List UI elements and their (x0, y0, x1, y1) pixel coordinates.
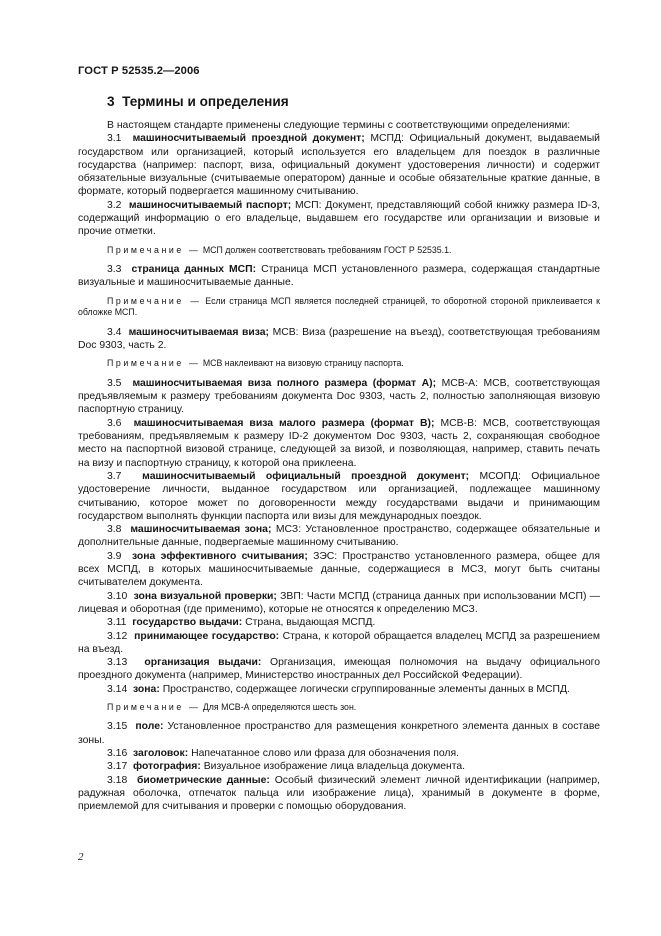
term-paragraph-3-4 (78, 326, 600, 353)
section-title-text: Термины и определения (122, 94, 289, 109)
page-number: 2 (78, 851, 84, 863)
term-number: 3.18 (107, 774, 128, 786)
term-definition: МСЗ: Установленное пространство, содержащее обязательные и дополнительные данные, подвергаемые машинному считыванию. (78, 524, 601, 549)
term-number: 3.5 (107, 377, 122, 389)
term-definition: МСОПД: Официальное удостоверение личности, выданное государством или организацией, подлежащее машинному считыванию, которое может по договоренности между государствами выдачи и принимающим государством выполнять функции паспорта или визы для международных поездок. (78, 470, 600, 522)
term-name: биометрические данные: (136, 774, 270, 786)
term-number: 3.1 (107, 133, 122, 145)
section-number: 3 (107, 94, 115, 109)
term-name: машиносчитываемый официальный проездной документ; (142, 470, 470, 482)
term-number: 3.3 (107, 264, 122, 276)
note-3-3 (78, 296, 600, 319)
term-definition: Страна, выдающая МСПД. (245, 617, 376, 629)
term-name: зона эффективного считывания; (132, 550, 308, 562)
note-label: Примечание — (107, 295, 202, 306)
term-definition: Установленное пространство для размещения конкретного элемента данных в составе зоны. (78, 721, 601, 746)
term-number: 3.8 (107, 524, 122, 536)
term-name: машиносчитываемый проездной документ; (132, 133, 365, 145)
term-paragraph-3-16 (78, 747, 600, 760)
term-name: машиносчитываемая виза; (128, 326, 269, 338)
note-label: Примечание — (107, 701, 201, 712)
term-definition: МСВ-А: МСВ, соответствующая предъявляемым к размеру требованиям документа Doc 9303, часть 2, полностью заполняющая визовую паспортную страницу. (78, 377, 601, 416)
term-number: 3.17 (107, 761, 128, 773)
term-name: зона: (133, 683, 160, 695)
term-paragraph-3-3 (78, 263, 600, 290)
term-paragraph-3-17 (78, 760, 600, 773)
term-name: машиносчитываемая виза полного размера (формат А); (132, 377, 437, 389)
term-definition: МСВ-В: МСВ, соответствующая требованиям, предъявляемым к размеру ID-2 документом Doc 9303, часть 2, сохраняющая свободное место на паспортной визовой странице, следующей за визой, и позволяющая, например, ставить печать на визу и паспортную страницу, к которой она приклеена. (78, 417, 601, 469)
note-3-4 (78, 358, 600, 370)
term-name: машиносчитываемая виза малого размера (формат В); (133, 417, 435, 429)
term-definition: МСПД: Официальный документ, выдаваемый государством или организацией, который используется его владельцем для поездок в различные государства (например: паспорт, виза, официальный документ удостоверения личности) и содержит обязательные визуальные (считываемые оператором) данные и особые обязательные краткие данные, в формате, который подвергается машинному считыванию. (78, 133, 600, 198)
term-name: заголовок: (133, 748, 189, 760)
term-name: поле: (135, 721, 164, 733)
term-definition: МСВ: Виза (разрешение на въезд), соответствующая требованиям Doc 9303, часть 2. (78, 326, 600, 352)
term-number: 3.4 (107, 326, 122, 338)
term-paragraph-3-10 (78, 590, 600, 617)
term-number: 3.2 (107, 199, 122, 211)
term-number: 3.12 (107, 630, 128, 642)
note-text: Для МСВ-А определяются шесть зон. (202, 701, 357, 712)
term-name: страница данных МСП: (131, 264, 257, 276)
note-text: МСП должен соответствовать требованиям ГОСТ Р 52535.1. (202, 244, 452, 255)
term-paragraph-3-13 (78, 656, 600, 683)
term-number: 3.16 (107, 748, 128, 760)
term-paragraph-3-8 (78, 523, 600, 550)
note-3-2 (78, 245, 600, 257)
term-name: фотография: (133, 761, 201, 773)
term-definition: Особый физический элемент личной идентификации (например, радужная оболочка, отпечаток пальца или изображение лица), хранимый в документе в форме, приемлемой для считывания и проверки с помощью оборудования. (78, 774, 600, 813)
term-number: 3.15 (107, 721, 128, 733)
term-definition: Организация, имеющая полномочия на выдачу официального проездного документа (например, Министерство иностранных дел Российской Федерации). (78, 657, 600, 682)
terms-body (78, 119, 600, 814)
term-definition: ЗВП: Части МСПД (страница данных при использовании МСП) — лицевая и оборотная (где применимо), которые не относятся к определению МСЗ. (78, 590, 601, 615)
document-header: ГОСТ Р 52535.2—2006 (78, 65, 200, 77)
term-number: 3.10 (107, 590, 128, 602)
term-paragraph-3-7 (78, 470, 600, 523)
section-title (107, 94, 289, 109)
term-name: машиносчитываемый паспорт; (128, 199, 292, 211)
term-definition: Напечатанное слово или фраза для обозначения поля. (191, 748, 459, 760)
term-paragraph-3-6 (78, 417, 600, 470)
note-label: Примечание — (107, 244, 201, 255)
term-name: машиносчитываемая зона; (130, 524, 272, 536)
term-definition: МСП: Документ, представляющий собой книжку размера ID-3, содержащий информацию о его владельце, выдавшем его государстве или организации и визовые и прочие отметки. (78, 199, 600, 238)
term-paragraph-3-2 (78, 199, 600, 239)
term-paragraph-3-12 (78, 630, 600, 657)
note-3-14 (78, 702, 600, 714)
term-paragraph-3-15 (78, 720, 600, 747)
note-label: Примечание — (107, 358, 201, 369)
term-paragraph-3-1 (78, 132, 600, 198)
term-name: государство выдачи: (132, 617, 243, 629)
term-definition: Страна, к которой обращается владелец МСПД за разрешением на въезд. (78, 630, 600, 655)
term-number: 3.14 (107, 683, 128, 695)
term-name: принимающее государство: (134, 630, 280, 642)
note-text: Если страница МСП является последней страницей, то оборотной стороной приклеивается к обложке МСП. (78, 295, 600, 318)
term-paragraph-3-18 (78, 774, 600, 814)
term-number: 3.7 (107, 470, 122, 482)
term-definition: Страница МСП установленного размера, содержащая стандартные визуальные и машиносчитываемые данные. (78, 264, 601, 289)
term-definition: ЗЭС: Пространство установленного размера, общее для всех МСПД, в которых машиносчитываемые данные, содержащиеся в МСЗ, могут быть считаны считывателем документа. (78, 550, 600, 589)
term-name: зона визуальной проверки; (133, 590, 277, 602)
term-paragraph-3-14 (78, 683, 600, 696)
term-definition: Пространство, содержащее логически сгруппированные элементы данных в МСПД. (162, 683, 570, 695)
term-number: 3.6 (107, 417, 122, 429)
intro-paragraph: В настоящем стандарте применены следующие термины с соответствующими определениями: (107, 120, 571, 131)
term-paragraph-3-9 (78, 550, 600, 590)
note-text: МСВ наклеивают на визовую страницу паспорта. (202, 358, 404, 369)
term-paragraph-3-5 (78, 377, 600, 417)
term-definition: Визуальное изображение лица владельца документа. (203, 761, 466, 773)
term-number: 3.9 (107, 550, 122, 562)
term-number: 3.11 (107, 617, 127, 629)
term-name: организация выдачи: (144, 657, 262, 669)
term-paragraph-3-11 (78, 616, 600, 629)
term-number: 3.13 (107, 657, 128, 669)
